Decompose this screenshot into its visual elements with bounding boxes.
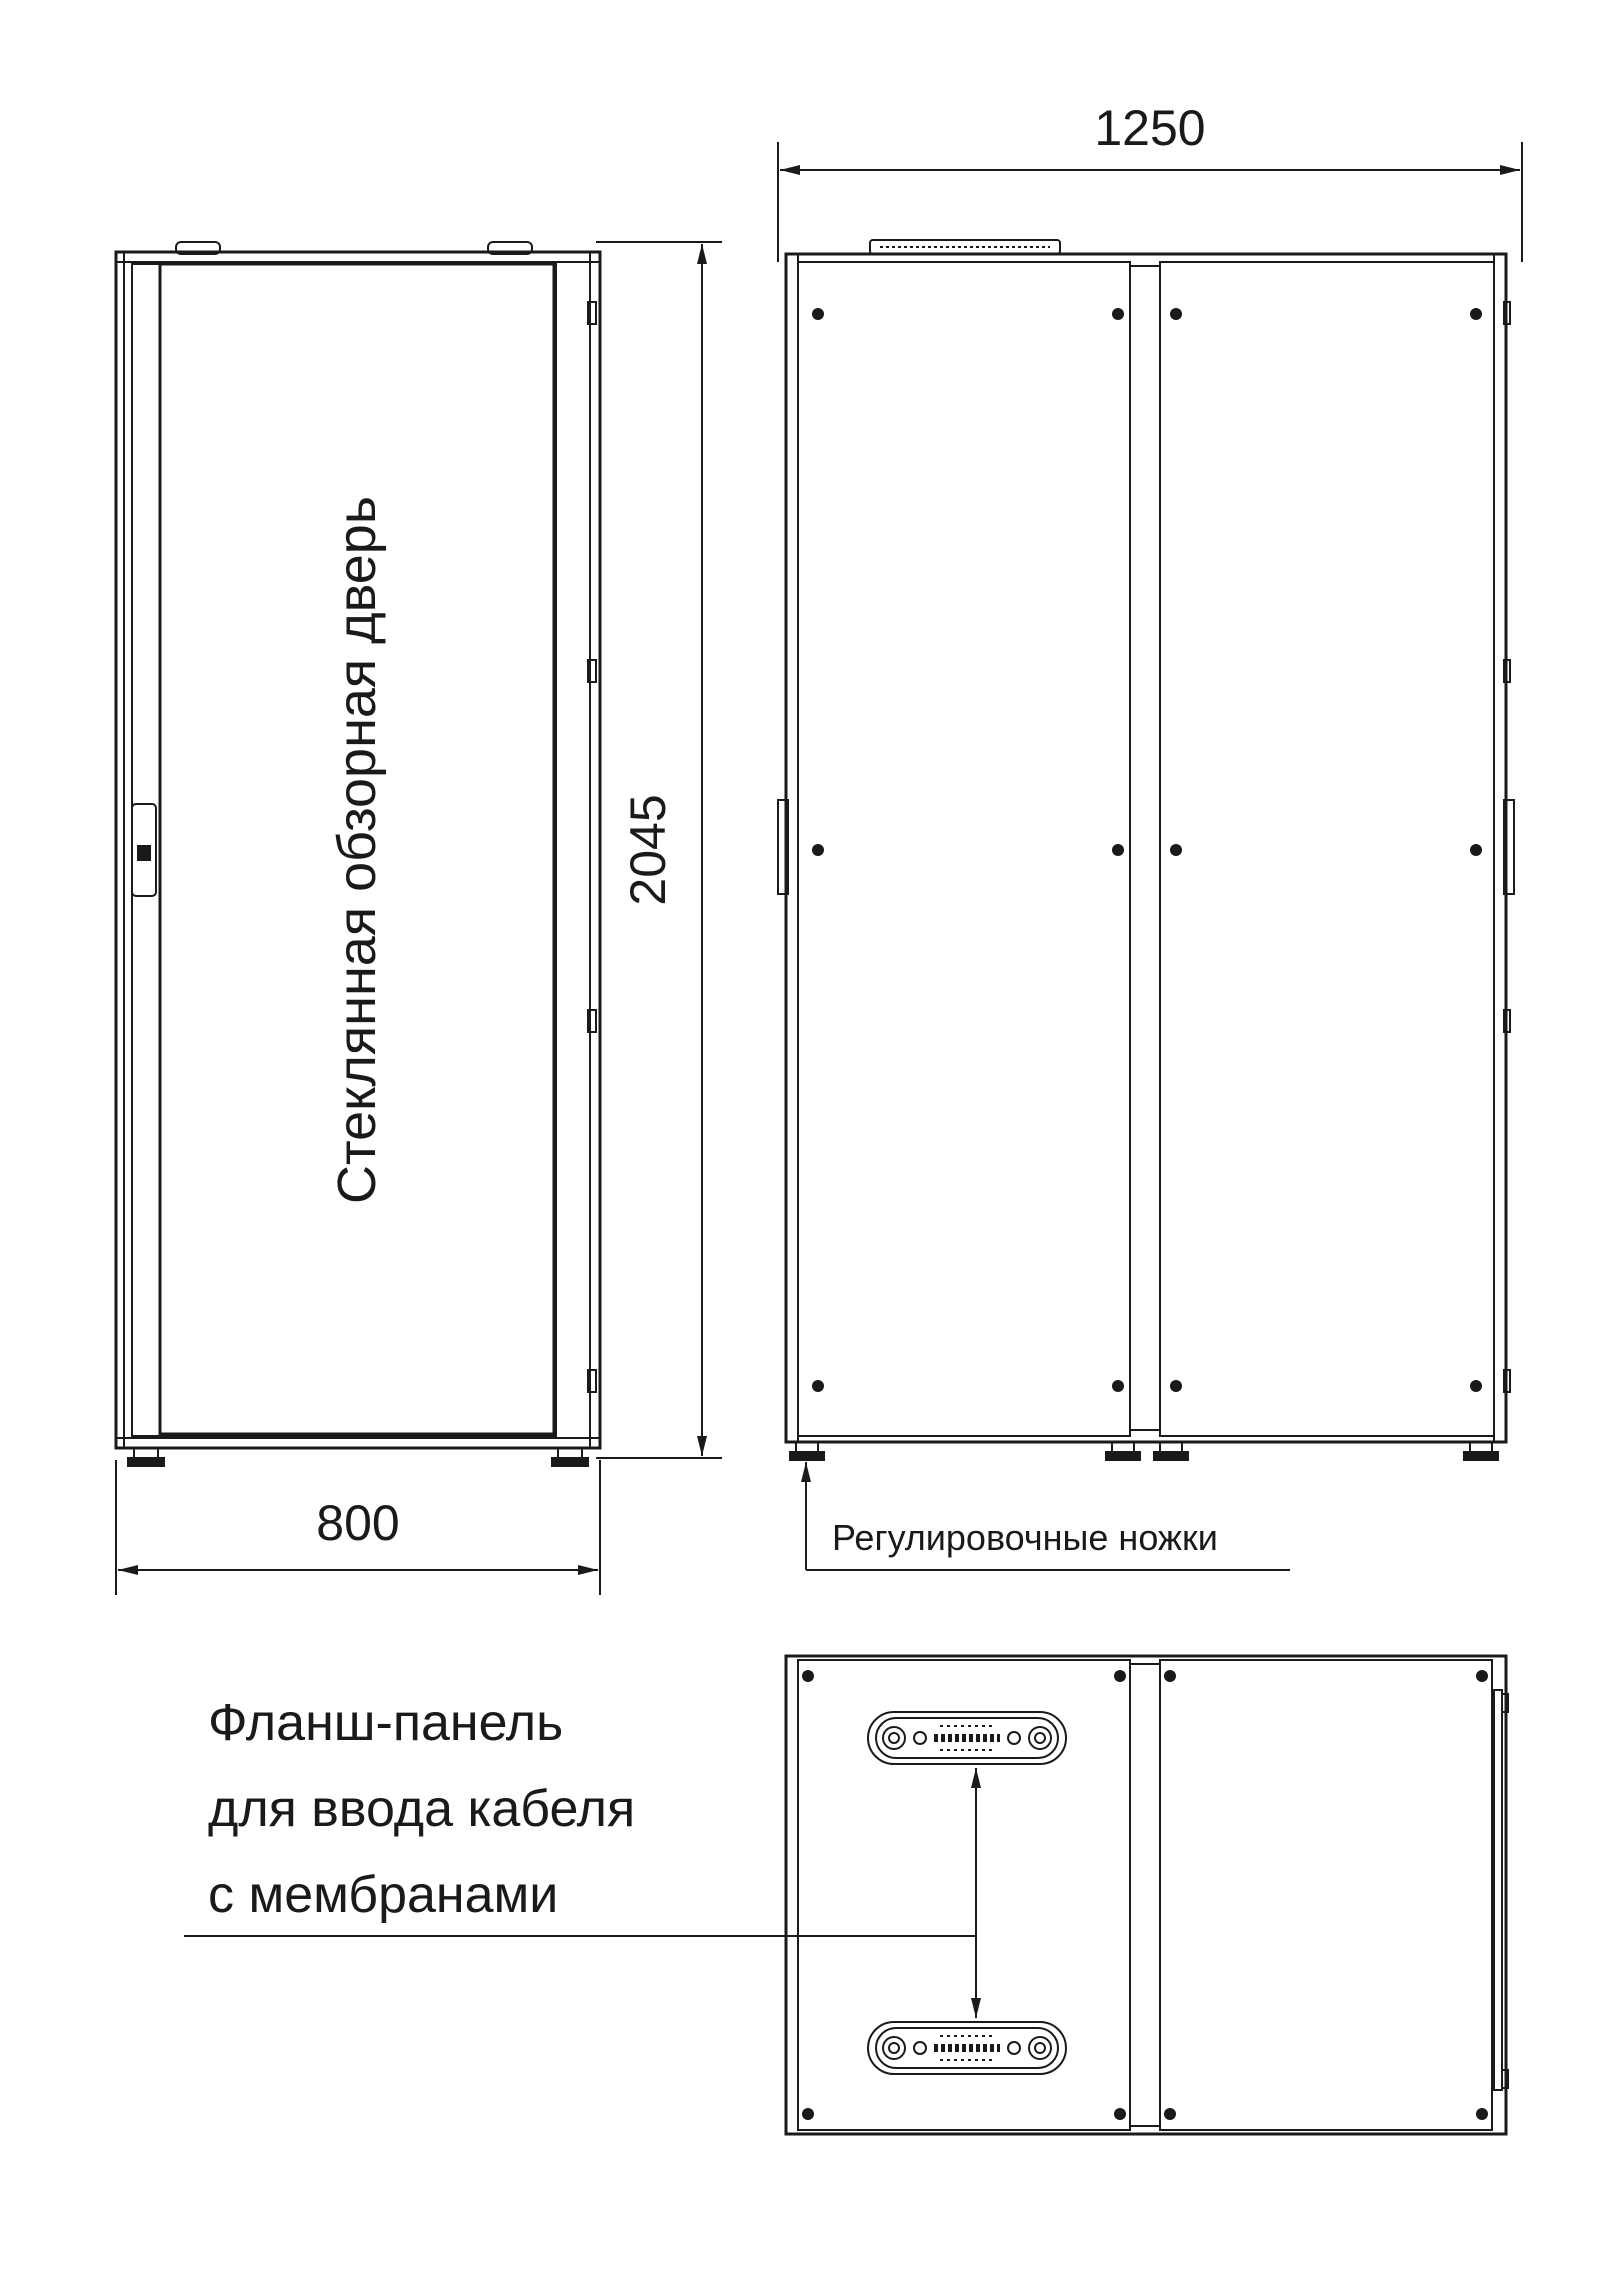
flange-label-line-3: с мембранами <box>208 1866 559 1924</box>
flange-panel-top <box>868 1712 1066 1764</box>
side-width-value: 1250 <box>1094 100 1206 156</box>
flange-panel-bottom <box>868 2022 1066 2074</box>
bottom-right-section <box>1160 1660 1492 2130</box>
side-panel-left <box>798 262 1130 1436</box>
height-value: 2045 <box>620 794 676 906</box>
glass-door-label: Стеклянная обзорная дверь <box>327 496 387 1204</box>
side-view <box>778 240 1514 1460</box>
flange-label-line-2: для ввода кабеля <box>208 1780 636 1838</box>
front-width-value: 800 <box>316 1495 400 1551</box>
adjustable-feet-label: Регулировочные ножки <box>832 1517 1218 1558</box>
hinge-rail <box>1494 1690 1502 2090</box>
side-bolts <box>812 308 1482 1392</box>
side-width-dimension <box>778 142 1522 262</box>
side-panel-right <box>1160 262 1494 1436</box>
cabinet-sides <box>786 254 1506 1442</box>
bottom-view <box>786 1656 1508 2134</box>
flange-label-line-1: Фланш-панель <box>208 1694 564 1752</box>
